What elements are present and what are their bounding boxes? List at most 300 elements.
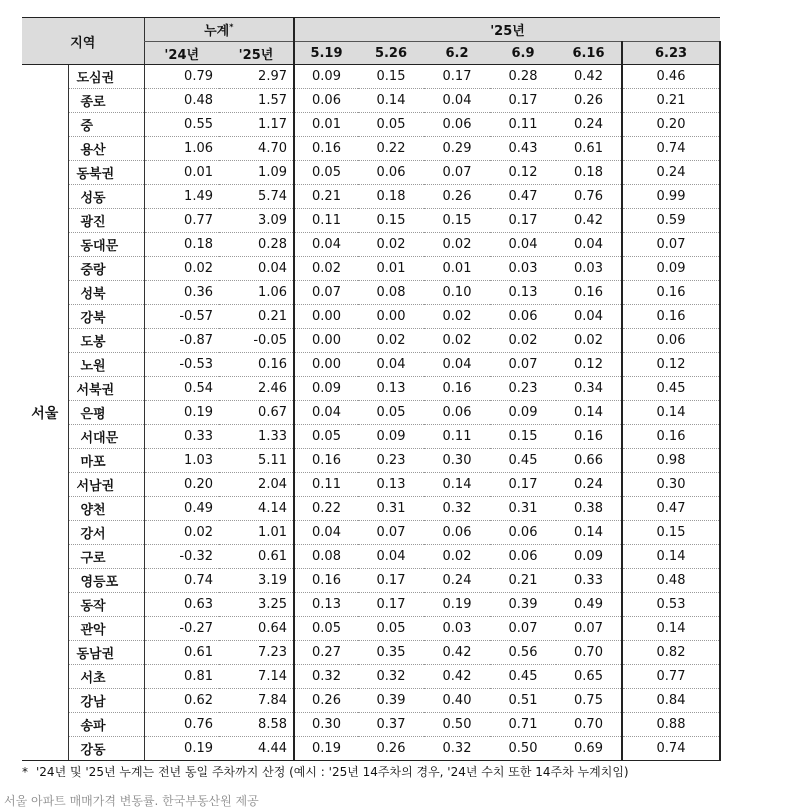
value-cell: 0.00: [294, 305, 358, 329]
value-cell: 0.88: [622, 713, 720, 737]
value-cell: 0.05: [294, 425, 358, 449]
value-cell: 0.06: [424, 401, 490, 425]
table-row: [22, 65, 720, 89]
year-group-header: '25년: [294, 18, 720, 42]
value-cell: 0.04: [294, 401, 358, 425]
value-cell: 0.98: [622, 449, 720, 473]
subregion-name: 도봉: [68, 329, 144, 353]
value-cell: 0.81: [144, 665, 219, 689]
value-cell: 0.09: [556, 545, 622, 569]
column-header: 5.26: [358, 42, 424, 65]
value-cell: 0.39: [358, 689, 424, 713]
value-cell: 0.01: [294, 113, 358, 137]
table-row: [22, 713, 720, 737]
value-cell: 0.04: [424, 353, 490, 377]
region-header: 지역: [22, 18, 144, 65]
value-cell: -0.53: [144, 353, 219, 377]
value-cell: 7.23: [219, 641, 294, 665]
value-cell: 0.00: [358, 305, 424, 329]
price-change-table: [22, 17, 721, 761]
table-row: [22, 329, 720, 353]
value-cell: 0.55: [144, 113, 219, 137]
value-cell: 0.02: [294, 257, 358, 281]
value-cell: 0.43: [490, 137, 556, 161]
value-cell: 3.25: [219, 593, 294, 617]
value-cell: 0.64: [219, 617, 294, 641]
table-header: [22, 18, 720, 65]
table-row: [22, 233, 720, 257]
subregion-name: 송파: [68, 713, 144, 737]
value-cell: 1.03: [144, 449, 219, 473]
value-cell: 0.18: [556, 161, 622, 185]
value-cell: 1.33: [219, 425, 294, 449]
value-cell: 0.15: [490, 425, 556, 449]
value-cell: 0.38: [556, 497, 622, 521]
value-cell: 1.49: [144, 185, 219, 209]
value-cell: 0.14: [556, 401, 622, 425]
value-cell: 0.27: [294, 641, 358, 665]
value-cell: 0.14: [622, 545, 720, 569]
table-row: [22, 617, 720, 641]
value-cell: 0.16: [622, 281, 720, 305]
value-cell: 0.06: [490, 545, 556, 569]
value-cell: 0.17: [490, 209, 556, 233]
value-cell: 4.70: [219, 137, 294, 161]
value-cell: 0.34: [556, 377, 622, 401]
value-cell: -0.27: [144, 617, 219, 641]
table-row: [22, 185, 720, 209]
value-cell: 0.49: [556, 593, 622, 617]
value-cell: 0.51: [490, 689, 556, 713]
value-cell: 0.12: [490, 161, 556, 185]
value-cell: 0.16: [219, 353, 294, 377]
value-cell: 0.06: [490, 521, 556, 545]
value-cell: 0.23: [358, 449, 424, 473]
value-cell: 0.02: [424, 233, 490, 257]
value-cell: 0.16: [622, 425, 720, 449]
value-cell: 0.17: [490, 473, 556, 497]
value-cell: 0.12: [622, 353, 720, 377]
value-cell: 0.07: [424, 161, 490, 185]
value-cell: 0.15: [358, 65, 424, 89]
value-cell: 0.12: [556, 353, 622, 377]
value-cell: 0.48: [622, 569, 720, 593]
value-cell: 0.05: [294, 617, 358, 641]
value-cell: 0.02: [490, 329, 556, 353]
value-cell: 0.07: [490, 617, 556, 641]
value-cell: 0.26: [358, 737, 424, 761]
value-cell: 0.56: [490, 641, 556, 665]
footnote-mark: *: [22, 765, 28, 779]
value-cell: 0.75: [556, 689, 622, 713]
value-cell: 0.31: [358, 497, 424, 521]
value-cell: 0.05: [294, 161, 358, 185]
value-cell: 0.48: [144, 89, 219, 113]
column-header: 6.2: [424, 42, 490, 65]
subregion-name: 성북: [68, 281, 144, 305]
value-cell: 0.02: [358, 233, 424, 257]
value-cell: 0.40: [424, 689, 490, 713]
value-cell: 2.97: [219, 65, 294, 89]
value-cell: 0.04: [294, 521, 358, 545]
value-cell: 0.21: [219, 305, 294, 329]
value-cell: 0.05: [358, 401, 424, 425]
value-cell: 0.32: [424, 497, 490, 521]
value-cell: 0.13: [358, 473, 424, 497]
value-cell: 0.01: [358, 257, 424, 281]
table-row: [22, 473, 720, 497]
value-cell: 0.30: [622, 473, 720, 497]
value-cell: 0.18: [358, 185, 424, 209]
value-cell: 0.01: [424, 257, 490, 281]
value-cell: 0.00: [294, 329, 358, 353]
cumulative-label: 누계: [204, 24, 230, 39]
value-cell: 0.26: [294, 689, 358, 713]
value-cell: 0.24: [424, 569, 490, 593]
table-row: [22, 113, 720, 137]
value-cell: 0.66: [556, 449, 622, 473]
column-header: 5.19: [294, 42, 358, 65]
value-cell: 0.65: [556, 665, 622, 689]
value-cell: 0.05: [358, 113, 424, 137]
value-cell: 0.03: [556, 257, 622, 281]
value-cell: 0.06: [424, 113, 490, 137]
city-label: 서울: [22, 65, 68, 761]
district-name: 동남권: [68, 641, 144, 665]
value-cell: 0.33: [556, 569, 622, 593]
value-cell: 0.28: [219, 233, 294, 257]
value-cell: 0.32: [358, 665, 424, 689]
subregion-name: 영등포: [68, 569, 144, 593]
table-row: [22, 425, 720, 449]
subregion-name: 은평: [68, 401, 144, 425]
value-cell: 0.06: [358, 161, 424, 185]
value-cell: 1.09: [219, 161, 294, 185]
value-cell: 0.50: [490, 737, 556, 761]
value-cell: 0.16: [294, 137, 358, 161]
table-row: [22, 257, 720, 281]
value-cell: 0.45: [490, 665, 556, 689]
value-cell: 0.22: [358, 137, 424, 161]
value-cell: 0.02: [424, 329, 490, 353]
value-cell: 0.14: [556, 521, 622, 545]
value-cell: 0.06: [490, 305, 556, 329]
value-cell: 0.22: [294, 497, 358, 521]
value-cell: 0.17: [358, 593, 424, 617]
value-cell: 0.19: [294, 737, 358, 761]
value-cell: 0.04: [358, 353, 424, 377]
value-cell: 0.14: [358, 89, 424, 113]
value-cell: 0.70: [556, 641, 622, 665]
value-cell: 0.06: [294, 89, 358, 113]
value-cell: 0.00: [294, 353, 358, 377]
value-cell: 0.04: [358, 545, 424, 569]
value-cell: 0.16: [556, 425, 622, 449]
value-cell: 0.02: [556, 329, 622, 353]
value-cell: 0.63: [144, 593, 219, 617]
value-cell: 0.71: [490, 713, 556, 737]
value-cell: 0.74: [622, 737, 720, 761]
value-cell: 0.36: [144, 281, 219, 305]
value-cell: 0.07: [490, 353, 556, 377]
value-cell: 0.17: [490, 89, 556, 113]
table-row: [22, 497, 720, 521]
subregion-name: 용산: [68, 137, 144, 161]
value-cell: 0.09: [294, 377, 358, 401]
value-cell: 0.74: [622, 137, 720, 161]
cumulative-mark: *: [229, 22, 234, 32]
value-cell: 0.02: [424, 545, 490, 569]
value-cell: 0.16: [556, 281, 622, 305]
value-cell: -0.05: [219, 329, 294, 353]
table-row: [22, 737, 720, 761]
table-body: [22, 65, 720, 761]
value-cell: 5.74: [219, 185, 294, 209]
value-cell: 0.61: [144, 641, 219, 665]
table-row: [22, 209, 720, 233]
value-cell: 0.02: [144, 521, 219, 545]
value-cell: 0.15: [424, 209, 490, 233]
value-cell: 0.10: [424, 281, 490, 305]
value-cell: 0.09: [622, 257, 720, 281]
value-cell: 0.04: [556, 233, 622, 257]
subregion-name: 중: [68, 113, 144, 137]
value-cell: 0.50: [424, 713, 490, 737]
value-cell: 0.32: [424, 737, 490, 761]
value-cell: 0.19: [144, 401, 219, 425]
value-cell: 0.02: [144, 257, 219, 281]
district-name: 서남권: [68, 473, 144, 497]
value-cell: 0.30: [294, 713, 358, 737]
value-cell: 0.61: [219, 545, 294, 569]
table-row: [22, 665, 720, 689]
value-cell: 1.06: [219, 281, 294, 305]
table-row: [22, 689, 720, 713]
value-cell: 0.21: [294, 185, 358, 209]
value-cell: 0.46: [622, 65, 720, 89]
value-cell: 0.24: [622, 161, 720, 185]
district-name: 동북권: [68, 161, 144, 185]
table-row: [22, 401, 720, 425]
image-caption: 서울 아파트 매매가격 변동률. 한국부동산원 제공: [4, 794, 259, 808]
cumulative-header: [144, 18, 294, 42]
value-cell: 0.70: [556, 713, 622, 737]
value-cell: 0.07: [294, 281, 358, 305]
value-cell: 0.19: [144, 737, 219, 761]
value-cell: 0.16: [294, 449, 358, 473]
value-cell: -0.87: [144, 329, 219, 353]
table-row: [22, 137, 720, 161]
value-cell: 0.30: [424, 449, 490, 473]
value-cell: 0.13: [358, 377, 424, 401]
value-cell: 0.31: [490, 497, 556, 521]
value-cell: 0.67: [219, 401, 294, 425]
value-cell: 0.37: [358, 713, 424, 737]
value-cell: 0.26: [556, 89, 622, 113]
value-cell: 0.49: [144, 497, 219, 521]
value-cell: 0.42: [424, 641, 490, 665]
subregion-name: 마포: [68, 449, 144, 473]
value-cell: 0.11: [490, 113, 556, 137]
subregion-name: 강동: [68, 737, 144, 761]
value-cell: 0.42: [424, 665, 490, 689]
value-cell: 0.74: [144, 569, 219, 593]
district-name: 도심권: [68, 65, 144, 89]
value-cell: 0.07: [358, 521, 424, 545]
value-cell: 0.06: [424, 521, 490, 545]
value-cell: 0.16: [622, 305, 720, 329]
value-cell: 0.04: [219, 257, 294, 281]
table-row: [22, 545, 720, 569]
value-cell: 0.14: [622, 617, 720, 641]
table-row: [22, 569, 720, 593]
table-row: [22, 281, 720, 305]
value-cell: 0.03: [490, 257, 556, 281]
value-cell: 0.35: [358, 641, 424, 665]
value-cell: 0.39: [490, 593, 556, 617]
subregion-name: 노원: [68, 353, 144, 377]
subregion-name: 중랑: [68, 257, 144, 281]
table-row: [22, 593, 720, 617]
value-cell: 0.11: [294, 209, 358, 233]
subregion-name: 종로: [68, 89, 144, 113]
value-cell: 0.42: [556, 209, 622, 233]
value-cell: 0.04: [556, 305, 622, 329]
subregion-name: 구로: [68, 545, 144, 569]
value-cell: 8.58: [219, 713, 294, 737]
value-cell: 0.69: [556, 737, 622, 761]
value-cell: 4.14: [219, 497, 294, 521]
value-cell: 0.06: [622, 329, 720, 353]
value-cell: 0.15: [358, 209, 424, 233]
value-cell: 0.18: [144, 233, 219, 257]
column-header: '25년: [219, 42, 294, 65]
value-cell: 0.77: [144, 209, 219, 233]
column-header: 6.9: [490, 42, 556, 65]
value-cell: 0.53: [622, 593, 720, 617]
column-header: 6.16: [556, 42, 622, 65]
value-cell: 0.77: [622, 665, 720, 689]
value-cell: 0.13: [294, 593, 358, 617]
value-cell: 0.24: [556, 473, 622, 497]
value-cell: 0.15: [622, 521, 720, 545]
value-cell: 0.09: [294, 65, 358, 89]
value-cell: 0.76: [144, 713, 219, 737]
table-row: [22, 89, 720, 113]
value-cell: 0.11: [424, 425, 490, 449]
value-cell: 0.21: [622, 89, 720, 113]
value-cell: 0.84: [622, 689, 720, 713]
value-cell: 0.11: [294, 473, 358, 497]
value-cell: 5.11: [219, 449, 294, 473]
column-header: '24년: [144, 42, 219, 65]
subregion-name: 강서: [68, 521, 144, 545]
value-cell: 0.14: [622, 401, 720, 425]
subregion-name: 강남: [68, 689, 144, 713]
value-cell: 0.28: [490, 65, 556, 89]
value-cell: 0.62: [144, 689, 219, 713]
value-cell: 0.17: [424, 65, 490, 89]
value-cell: 0.45: [490, 449, 556, 473]
value-cell: 0.07: [622, 233, 720, 257]
value-cell: 0.08: [358, 281, 424, 305]
footnote-text: '24년 및 '25년 누계는 전년 동일 주차까지 산정 (예시 : '25년 14주차의 경우, '24년 수치 또한 14주차 누계치임): [36, 765, 629, 779]
value-cell: 0.08: [294, 545, 358, 569]
table-row: [22, 449, 720, 473]
column-header: 6.23: [622, 42, 720, 65]
value-cell: 4.44: [219, 737, 294, 761]
value-cell: 0.17: [358, 569, 424, 593]
value-cell: 0.04: [490, 233, 556, 257]
table-row: [22, 641, 720, 665]
value-cell: 0.20: [622, 113, 720, 137]
value-cell: 0.07: [556, 617, 622, 641]
table-row: [22, 521, 720, 545]
value-cell: 0.20: [144, 473, 219, 497]
subregion-name: 강북: [68, 305, 144, 329]
value-cell: 2.46: [219, 377, 294, 401]
value-cell: 3.09: [219, 209, 294, 233]
value-cell: 0.33: [144, 425, 219, 449]
value-cell: 0.03: [424, 617, 490, 641]
value-cell: -0.32: [144, 545, 219, 569]
value-cell: 0.16: [424, 377, 490, 401]
subregion-name: 서초: [68, 665, 144, 689]
value-cell: 0.47: [622, 497, 720, 521]
table-row: [22, 305, 720, 329]
subregion-name: 동작: [68, 593, 144, 617]
value-cell: 0.99: [622, 185, 720, 209]
table-row: [22, 161, 720, 185]
footnote: [22, 763, 629, 780]
value-cell: 0.79: [144, 65, 219, 89]
value-cell: 1.57: [219, 89, 294, 113]
value-cell: 1.01: [219, 521, 294, 545]
value-cell: 0.61: [556, 137, 622, 161]
value-cell: 0.16: [294, 569, 358, 593]
value-cell: 0.02: [424, 305, 490, 329]
subregion-name: 동대문: [68, 233, 144, 257]
subregion-name: 관악: [68, 617, 144, 641]
table-row: [22, 377, 720, 401]
value-cell: 0.24: [556, 113, 622, 137]
value-cell: 1.06: [144, 137, 219, 161]
value-cell: 0.02: [358, 329, 424, 353]
value-cell: 0.04: [294, 233, 358, 257]
value-cell: 0.59: [622, 209, 720, 233]
value-cell: -0.57: [144, 305, 219, 329]
value-cell: 0.32: [294, 665, 358, 689]
value-cell: 2.04: [219, 473, 294, 497]
value-cell: 0.29: [424, 137, 490, 161]
value-cell: 0.09: [490, 401, 556, 425]
value-cell: 0.76: [556, 185, 622, 209]
value-cell: 0.21: [490, 569, 556, 593]
value-cell: 0.47: [490, 185, 556, 209]
subregion-name: 성동: [68, 185, 144, 209]
district-name: 서북권: [68, 377, 144, 401]
value-cell: 0.26: [424, 185, 490, 209]
value-cell: 7.84: [219, 689, 294, 713]
value-cell: 0.23: [490, 377, 556, 401]
value-cell: 0.13: [490, 281, 556, 305]
subregion-name: 서대문: [68, 425, 144, 449]
subregion-name: 양천: [68, 497, 144, 521]
value-cell: 0.14: [424, 473, 490, 497]
value-cell: 7.14: [219, 665, 294, 689]
value-cell: 0.04: [424, 89, 490, 113]
value-cell: 0.05: [358, 617, 424, 641]
